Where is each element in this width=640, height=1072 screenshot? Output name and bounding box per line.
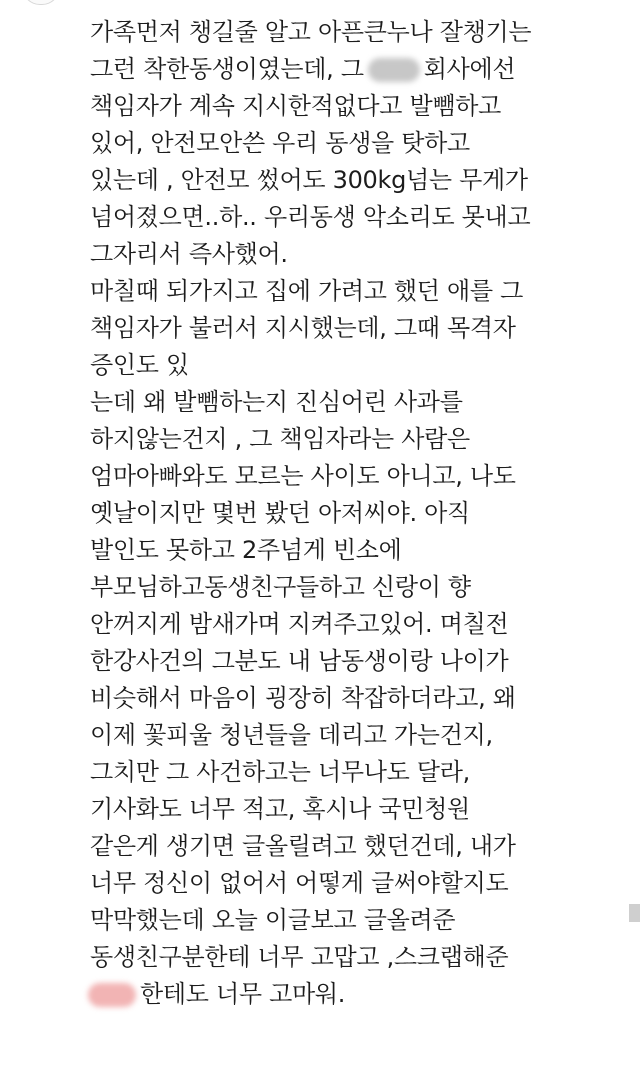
post-line-text: 그런 착한동생이였는데, 그 [90, 55, 364, 83]
post-line: 한강사건의 그분도 내 남동생이랑 나이가 [90, 647, 509, 675]
post-line: 부모님하고동생친구들하고 신랑이 향 [90, 573, 471, 601]
post-line [90, 51, 590, 88]
post-line: 비슷해서 마음이 굉장히 착잡하더라고, 왜 [90, 684, 516, 712]
post-line-text: 회사에선 [423, 55, 516, 83]
post-line-text: 한테도 너무 고마워. [140, 980, 346, 1008]
post-line: 책임자가 계속 지시한적없다고 발뺌하고 [90, 92, 502, 120]
post-line: 가족먼저 챙길줄 알고 아픈큰누나 잘챙기는 [90, 18, 532, 46]
post-line: 같은게 생기면 글올릴려고 했던건데, 내가 [90, 832, 516, 860]
avatar [22, 0, 60, 5]
post-line: 는데 왜 발뺌하는지 진심어린 사과를 [90, 388, 463, 416]
post-line: 있는데 , 안전모 썼어도 300kg넘는 무게가 [90, 166, 528, 194]
post-line: 있어, 안전모안쓴 우리 동생을 탓하고 [90, 129, 470, 157]
post-line: 안꺼지게 밤새가며 지켜주고있어. 며칠전 [90, 610, 509, 638]
post-line: 이제 꽃피울 청년들을 데리고 가는건지, [90, 721, 493, 749]
post-line: 넘어졌으면..하.. 우리동생 악소리도 못내고 [90, 203, 531, 231]
post-line: 마칠때 되가지고 집에 가려고 했던 애를 그 [90, 277, 524, 305]
post-line: 그자리서 즉사했어. [90, 240, 288, 268]
post-body [90, 14, 590, 1013]
post-line: 그치만 그 사건하고는 너무나도 달라, [90, 758, 470, 786]
post-line: 동생친구분한테 너무 고맙고 ,스크랩해준 [90, 943, 509, 971]
post-line: 기사화도 너무 적고, 혹시나 국민청원 [90, 795, 470, 823]
post-line: 옛날이지만 몇번 봤던 아저씨야. 아직 [90, 499, 470, 527]
post-line: 발인도 못하고 2주넘게 빈소에 [90, 536, 402, 564]
post-line: 증인도 있 [90, 351, 189, 379]
redacted-username [88, 983, 136, 1007]
post-line: 하지않는건지 , 그 책임자라는 사람은 [90, 425, 470, 453]
post-line: 막막했는데 오늘 이글보고 글올려준 [90, 906, 456, 934]
post-line: 너무 정신이 없어서 어떻게 글써야할지도 [90, 869, 509, 897]
post-line: 책임자가 불러서 지시했는데, 그때 목격자 [90, 314, 516, 342]
redacted-company-name [368, 58, 420, 82]
scroll-edge-marker [629, 904, 640, 922]
post-line [90, 976, 590, 1013]
post-line: 엄마아빠와도 모르는 사이도 아니고, 나도 [90, 462, 516, 490]
